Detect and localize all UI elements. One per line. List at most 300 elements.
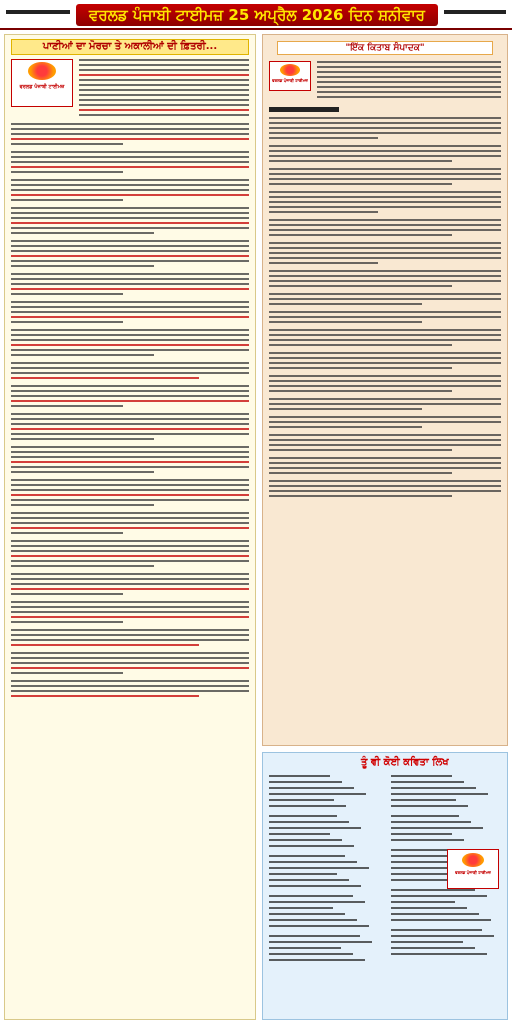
- text-line: [11, 446, 249, 448]
- text-line: [11, 306, 249, 308]
- poem-line: [391, 805, 468, 807]
- text-line: [79, 69, 249, 71]
- poem-line: [269, 925, 369, 927]
- text-line: [11, 479, 249, 481]
- paragraph: [269, 416, 501, 428]
- text-line: [11, 611, 249, 613]
- poem-line: [269, 867, 369, 869]
- logo-emblem-icon: [28, 62, 56, 80]
- text-line: [269, 439, 501, 441]
- text-line: [269, 173, 501, 175]
- text-line: [269, 485, 501, 487]
- text-line: [11, 601, 249, 603]
- poem-line: [391, 815, 459, 817]
- paragraph: [269, 270, 501, 287]
- text-line: [269, 242, 501, 244]
- text-line: [11, 143, 123, 145]
- text-line: [11, 471, 154, 473]
- poem-line: [269, 879, 349, 881]
- paragraph: [269, 219, 501, 236]
- text-line: [79, 59, 249, 61]
- text-line: [11, 550, 249, 552]
- poem-line: [269, 793, 366, 795]
- text-line: [269, 329, 501, 331]
- stanza-gap: [269, 965, 379, 969]
- poem-line: [269, 799, 334, 801]
- text-line: [317, 91, 501, 93]
- text-line: [11, 133, 249, 135]
- text-line: [11, 250, 249, 252]
- poem-line: [269, 775, 330, 777]
- text-line: [11, 423, 249, 425]
- text-line: [269, 316, 501, 318]
- poem-line: [391, 941, 463, 943]
- paragraph: [269, 480, 501, 497]
- paragraph: [11, 652, 249, 674]
- text-line: [269, 117, 501, 119]
- poem-column-left: [269, 775, 379, 969]
- text-line: [79, 84, 249, 86]
- poem-line: [391, 929, 482, 931]
- article-right-lead: [269, 61, 501, 101]
- text-line: [269, 183, 452, 185]
- text-line: [11, 616, 249, 618]
- text-line: [269, 311, 501, 313]
- text-line: [79, 64, 249, 66]
- article-left: [4, 34, 256, 1020]
- text-line: [269, 390, 452, 392]
- text-line: [11, 522, 249, 524]
- text-line: [317, 71, 501, 73]
- text-line: [11, 578, 249, 580]
- text-line: [11, 199, 123, 201]
- paragraph: [11, 629, 249, 646]
- paragraph: [11, 601, 249, 623]
- text-line: [11, 662, 249, 664]
- text-line: [11, 283, 249, 285]
- text-line: [11, 629, 249, 631]
- paragraph: [269, 293, 501, 305]
- text-line: [11, 395, 249, 397]
- text-line: [11, 499, 249, 501]
- text-line: [11, 123, 249, 125]
- text-line: [269, 211, 378, 213]
- paragraph: [11, 385, 249, 407]
- paragraph: [269, 117, 501, 139]
- paragraph: [269, 434, 501, 451]
- text-line: [269, 321, 422, 323]
- poem-line: [269, 845, 354, 847]
- text-line: [11, 695, 199, 697]
- text-line: [269, 219, 501, 221]
- text-line: [269, 280, 501, 282]
- text-line: [317, 96, 501, 98]
- text-line: [11, 222, 249, 224]
- text-line: [11, 316, 249, 318]
- text-line: [11, 461, 249, 463]
- text-line: [11, 311, 249, 313]
- article-left-body: [11, 123, 249, 697]
- paragraph: [11, 413, 249, 440]
- text-line: [269, 462, 501, 464]
- text-line: [11, 466, 249, 468]
- text-line: [11, 583, 249, 585]
- poem-line: [269, 787, 354, 789]
- text-line: [269, 495, 452, 497]
- text-line: [11, 255, 249, 257]
- paragraph: [269, 145, 501, 162]
- text-line: [11, 405, 123, 407]
- text-line: [11, 349, 249, 351]
- text-line: [11, 179, 249, 181]
- text-line: [11, 685, 249, 687]
- text-line: [11, 555, 249, 557]
- poem-line: [391, 775, 452, 777]
- poem-line: [269, 839, 342, 841]
- paragraph: [11, 512, 249, 534]
- text-line: [269, 206, 501, 208]
- paragraph: [11, 479, 249, 506]
- text-line: [269, 160, 452, 162]
- poem-line: [391, 895, 487, 897]
- text-line: [269, 344, 452, 346]
- text-line: [11, 527, 249, 529]
- text-line: [269, 416, 501, 418]
- text-line: [11, 260, 249, 262]
- poem-line: [391, 821, 471, 823]
- right-column: [262, 34, 508, 1020]
- text-line: [11, 207, 249, 209]
- paragraph: [11, 240, 249, 267]
- text-line: [11, 265, 154, 267]
- text-line: [11, 212, 249, 214]
- text-line: [269, 234, 452, 236]
- text-line: [269, 168, 501, 170]
- text-line: [269, 467, 501, 469]
- paragraph: [11, 680, 249, 697]
- text-line: [11, 593, 123, 595]
- paragraph: [269, 398, 501, 410]
- text-line: [269, 262, 378, 264]
- text-line: [11, 301, 249, 303]
- text-line: [269, 334, 501, 336]
- text-line: [269, 224, 501, 226]
- text-line: [11, 512, 249, 514]
- text-line: [269, 275, 501, 277]
- text-line: [11, 451, 249, 453]
- stanza-gap: [391, 959, 501, 963]
- poem-line: [391, 827, 483, 829]
- text-line: [11, 321, 123, 323]
- text-line: [11, 484, 249, 486]
- masthead-rule-right: [444, 10, 506, 14]
- text-line: [79, 104, 249, 106]
- text-line: [11, 621, 123, 623]
- text-line: [11, 245, 249, 247]
- text-line: [317, 66, 501, 68]
- subhead-bar: [269, 107, 339, 112]
- text-line: [269, 127, 501, 129]
- lead-text-block: [79, 59, 249, 119]
- paragraph: [269, 457, 501, 474]
- text-line: [269, 375, 501, 377]
- article-right: [262, 34, 508, 746]
- text-line: [11, 194, 249, 196]
- poem-line: [269, 805, 346, 807]
- poem-line: [391, 953, 487, 955]
- text-line: [11, 293, 123, 295]
- text-line: [79, 74, 249, 76]
- text-line: [269, 367, 452, 369]
- poem-line: [391, 947, 475, 949]
- paragraph: [11, 151, 249, 173]
- text-line: [11, 156, 249, 158]
- text-line: [269, 490, 501, 492]
- text-line: [269, 196, 501, 198]
- text-line: [11, 367, 249, 369]
- text-line: [11, 504, 154, 506]
- text-line: [11, 644, 199, 646]
- text-line: [11, 657, 249, 659]
- text-line: [11, 151, 249, 153]
- poem-line: [391, 889, 475, 891]
- text-line: [269, 270, 501, 272]
- paragraph: [11, 179, 249, 201]
- logo-emblem-icon: [462, 853, 484, 867]
- text-line: [11, 545, 249, 547]
- text-line: [11, 418, 249, 420]
- text-line: [11, 634, 249, 636]
- paragraph: [269, 375, 501, 392]
- poem-line: [269, 953, 353, 955]
- text-line: [269, 137, 378, 139]
- poem-line: [269, 833, 330, 835]
- text-line: [269, 385, 501, 387]
- poem-line: [391, 913, 479, 915]
- text-line: [11, 680, 249, 682]
- newspaper-logo: [11, 59, 73, 107]
- text-line: [269, 252, 501, 254]
- text-line: [11, 438, 154, 440]
- poem-line: [391, 833, 452, 835]
- text-line: [269, 357, 501, 359]
- paragraph: [269, 352, 501, 369]
- text-line: [11, 240, 249, 242]
- text-line: [11, 540, 249, 542]
- poem-line: [269, 885, 361, 887]
- logo-emblem-icon: [280, 64, 300, 76]
- text-line: [11, 428, 249, 430]
- logo-text: ਵਰਲਡ ਪੰਜਾਬੀ ਟਾਈਮਜ਼: [19, 84, 65, 90]
- text-line: [11, 413, 249, 415]
- text-line: [11, 400, 249, 402]
- poem-line: [391, 935, 494, 937]
- text-line: [11, 227, 249, 229]
- poem-line: [269, 901, 365, 903]
- text-line: [269, 191, 501, 193]
- text-line: [11, 362, 249, 364]
- text-line: [11, 385, 249, 387]
- text-line: [317, 81, 501, 83]
- logo-text: ਵਰਲਡ ਪੰਜਾਬੀ ਟਾਈਮਜ਼: [272, 78, 308, 83]
- text-line: [269, 426, 422, 428]
- poetry-section: [262, 752, 508, 1020]
- poem-line: [269, 827, 361, 829]
- paragraph: [269, 242, 501, 264]
- text-line: [269, 303, 422, 305]
- text-line: [269, 145, 501, 147]
- text-line: [269, 362, 501, 364]
- poem-line: [269, 935, 360, 937]
- text-line: [11, 560, 249, 562]
- text-line: [317, 76, 501, 78]
- text-line: [269, 457, 501, 459]
- poem-line: [269, 895, 353, 897]
- text-line: [11, 232, 154, 234]
- text-line: [317, 61, 501, 63]
- text-line: [11, 565, 154, 567]
- text-line: [269, 352, 501, 354]
- text-line: [11, 184, 249, 186]
- poem-line: [269, 947, 341, 949]
- text-line: [269, 201, 501, 203]
- masthead-title: ਵਰਲਡ ਪੰਜਾਬੀ ਟਾਈਮਜ਼ 25 ਅਪ੍ਰੈਲ 2026 ਦਿਨ ਸ਼ਨੀਵਾਰ: [76, 4, 438, 26]
- text-line: [11, 494, 249, 496]
- text-line: [269, 449, 452, 451]
- text-line: [269, 380, 501, 382]
- text-line: [269, 293, 501, 295]
- newspaper-stamp: [447, 849, 499, 889]
- text-line: [11, 606, 249, 608]
- text-line: [269, 408, 422, 410]
- newspaper-logo: [269, 61, 311, 91]
- poem-line: [269, 781, 342, 783]
- text-line: [269, 178, 501, 180]
- poem-line: [391, 919, 491, 921]
- text-line: [79, 109, 249, 111]
- text-line: [269, 257, 501, 259]
- text-line: [269, 150, 501, 152]
- text-line: [79, 89, 249, 91]
- text-line: [79, 114, 249, 116]
- text-line: [269, 339, 501, 341]
- paragraph: [11, 301, 249, 323]
- text-line: [11, 217, 249, 219]
- text-line: [11, 667, 249, 669]
- poem-line: [391, 907, 467, 909]
- text-line: [11, 489, 249, 491]
- text-line: [11, 329, 249, 331]
- text-line: [11, 372, 249, 374]
- text-line: [11, 189, 249, 191]
- text-line: [269, 421, 501, 423]
- text-line: [79, 94, 249, 96]
- text-line: [11, 532, 123, 534]
- lead-text-block: [317, 61, 501, 101]
- paragraph: [269, 191, 501, 213]
- paragraph: [269, 168, 501, 185]
- text-line: [11, 171, 123, 173]
- text-line: [11, 588, 249, 590]
- poem-line: [391, 793, 488, 795]
- text-line: [11, 573, 249, 575]
- article-left-lead: [11, 59, 249, 123]
- stamp-text: ਵਰਲਡ ਪੰਜਾਬੀ ਟਾਈਮਜ਼: [455, 870, 491, 875]
- text-line: [11, 128, 249, 130]
- text-line: [11, 344, 249, 346]
- poem-line: [391, 787, 476, 789]
- poem-line: [269, 873, 337, 875]
- poem-columns: [269, 775, 501, 1013]
- masthead-rule-left: [6, 10, 70, 14]
- text-line: [269, 444, 501, 446]
- text-line: [269, 229, 501, 231]
- text-line: [11, 390, 249, 392]
- text-line: [79, 79, 249, 81]
- text-line: [269, 398, 501, 400]
- text-line: [269, 247, 501, 249]
- paragraph: [11, 207, 249, 234]
- text-line: [269, 480, 501, 482]
- paragraph: [11, 540, 249, 567]
- poetry-headline: ਤੂੰ ਵੀ ਕੋਈ ਕਵਿਤਾ ਲਿਖ: [361, 757, 449, 768]
- text-line: [11, 278, 249, 280]
- text-line: [11, 517, 249, 519]
- poem-line: [269, 941, 372, 943]
- poem-line: [391, 839, 464, 841]
- paragraph: [269, 329, 501, 346]
- poem-line: [269, 959, 365, 961]
- text-line: [11, 377, 199, 379]
- poem-line: [269, 913, 345, 915]
- text-line: [11, 138, 249, 140]
- text-line: [11, 690, 249, 692]
- poem-line: [391, 901, 455, 903]
- text-line: [11, 433, 249, 435]
- text-line: [11, 339, 249, 341]
- text-line: [11, 166, 249, 168]
- text-line: [11, 672, 123, 674]
- text-line: [11, 334, 249, 336]
- article-right-body: [269, 107, 501, 497]
- paragraph: [269, 311, 501, 323]
- paragraph: [11, 362, 249, 379]
- text-line: [269, 434, 501, 436]
- masthead: [0, 0, 512, 30]
- text-line: [79, 99, 249, 101]
- poem-line: [269, 821, 349, 823]
- poem-line: [269, 861, 357, 863]
- text-line: [269, 155, 501, 157]
- text-line: [11, 354, 154, 356]
- text-line: [269, 285, 452, 287]
- text-line: [11, 639, 249, 641]
- text-line: [269, 122, 501, 124]
- article-right-headline: "ਇੱਕ ਕਿਤਾਬ ਸੰਪਾਦਕ": [277, 41, 493, 55]
- poem-line: [391, 799, 456, 801]
- text-line: [11, 288, 249, 290]
- text-line: [269, 403, 501, 405]
- poem-line: [269, 907, 333, 909]
- paragraph: [11, 273, 249, 295]
- poem-line: [269, 919, 357, 921]
- paragraph: [11, 329, 249, 356]
- poem-line: [391, 781, 464, 783]
- paragraph: [11, 573, 249, 595]
- paragraph: [11, 446, 249, 473]
- text-line: [269, 132, 501, 134]
- paragraph: [11, 123, 249, 145]
